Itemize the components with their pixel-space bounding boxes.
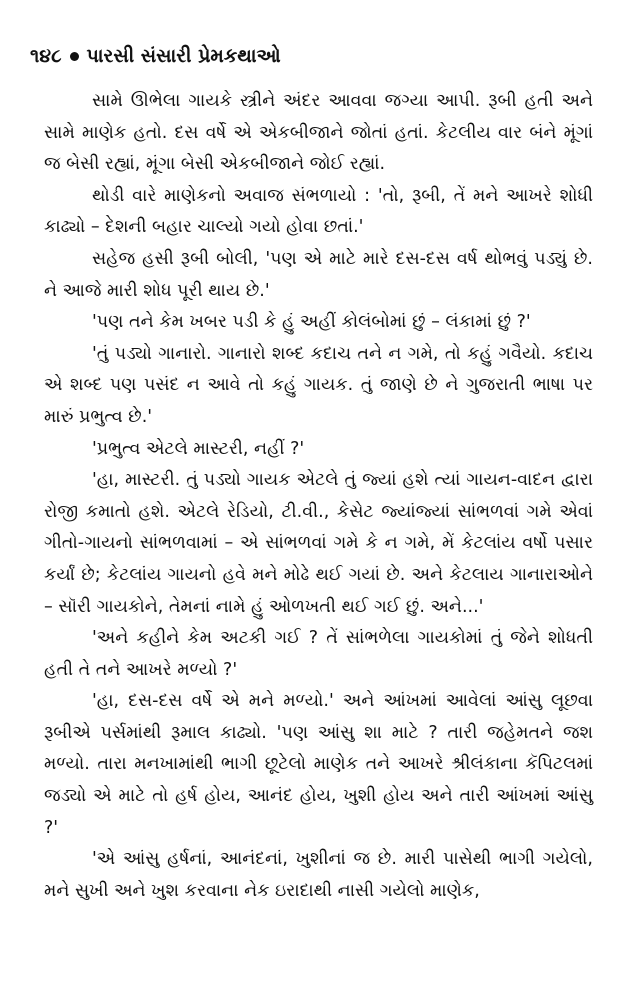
running-title: પારસી સંસારી પ્રેમકથાઓ	[86, 45, 281, 67]
running-header	[30, 36, 593, 76]
paragraph: થોડી વારે માણેકનો અવાજ સંભળાયો : 'તો, રૂબી, તેં મને આખરે શોધી કાઢ્યો – દેશની બહાર ચાલ્યો ગયો હોવા છતાં.'	[44, 185, 593, 238]
paragraph: 'તું પડ્યો ગાનારો. ગાનારો શબ્દ કદાચ તને ન ગમે, તો કહું ગવૈયો. કદાચ એ શબ્દ પણ પસંદ ન આવે તો કહું ગાયક. તું જાણે છે ને ગુજરાતી ભાષા પર મારું પ્રભુત્વ છે.'	[44, 343, 593, 427]
paragraph: 'અને કહીને કેમ અટકી ગઈ ? તેં સાંભળેલા ગાયકોમાં તું જેને શોધતી હતી તે તને આખરે મળ્યો ?'	[44, 628, 593, 680]
paragraph: 'હા, દસ-દસ વર્ષે એ મને મળ્યો.' અને આંખમાં આવેલાં આંસુ લૂછવા રૂબીએ પર્સમાંથી રૂમાલ કાઢ્યો. 'પણ આંસુ શા માટે ? તારી જહેમતને જશ મળ્યો. તારા મનખામાંથી ભાગી છૂટેલો માણેક તને આખરે શ્રીલંકાના કૅપિટલમાં જડ્યો એ માટે તો હર્ષ હોય, આનંદ હોય, ખુશી હોય અને તારી આંખમાં આંસુ ?'	[44, 691, 593, 838]
body-text	[44, 86, 593, 907]
paragraph: 'પ્રભુત્વ એટલે માસ્ટરી, નહીં ?'	[92, 438, 305, 459]
paragraph: સહેજ હસી રૂબી બોલી, 'પણ એ માટે મારે દસ-દસ વર્ષ થોભવું પડ્યું છે. ને આજે મારી શોધ પૂરી થાય છે.'	[44, 248, 593, 301]
paragraph: 'પણ તને કેમ ખબર પડી કે હું અહીં કોલંબોમાં છું – લંકામાં છું ?'	[92, 312, 531, 333]
paragraph: 'એ આંસુ હર્ષનાં, આનંદનાં, ખુશીનાં જ છે. મારી પાસેથી ભાગી ગયેલો, મને સુખી અને ખુશ કરવાના નેક ઇરાદાથી નાસી ગયેલો માણેક,	[44, 849, 593, 901]
paragraph: સામે ઊભેલા ગાયકે સ્ત્રીને અંદર આવવા જગ્યા આપી. રૂબી હતી અને સામે માણેક હતો. દસ વર્ષે એ એકબીજાને જોતાં હતાં. કેટલીય વાર બંને મૂંગાં જ બેસી રહ્યાં, મૂંગા બેસી એકબીજાને જોઈ રહ્યાં.	[44, 91, 593, 175]
paragraph: 'હા, માસ્ટરી. તું પડ્યો ગાયક એટલે તું જ્યાં હશે ત્યાં ગાયન-વાદન દ્વારા રોજી કમાતો હશે. એટલે રેડિયો, ટી.વી., કેસેટ જ્યાંજ્યાં સાંભળવાં ગમે એવાં ગીતો-ગાયનો સાંભળવામાં – એ સાંભળવાં ગમે કે ન ગમે, મેં કેટલાંય વર્ષો પસાર કર્યાં છે; કેટલાંય ગાયનો હવે મને મોઢે થઈ ગયાં છે. અને કેટલાય ગાનારાઓને – સૉરી ગાયકોને, તેમનાં નામે હું ઓળખતી થઈ ગઈ છું. અને...'	[44, 470, 593, 617]
page-number: ૧૪૮	[30, 45, 62, 67]
bullet-separator	[70, 52, 79, 61]
